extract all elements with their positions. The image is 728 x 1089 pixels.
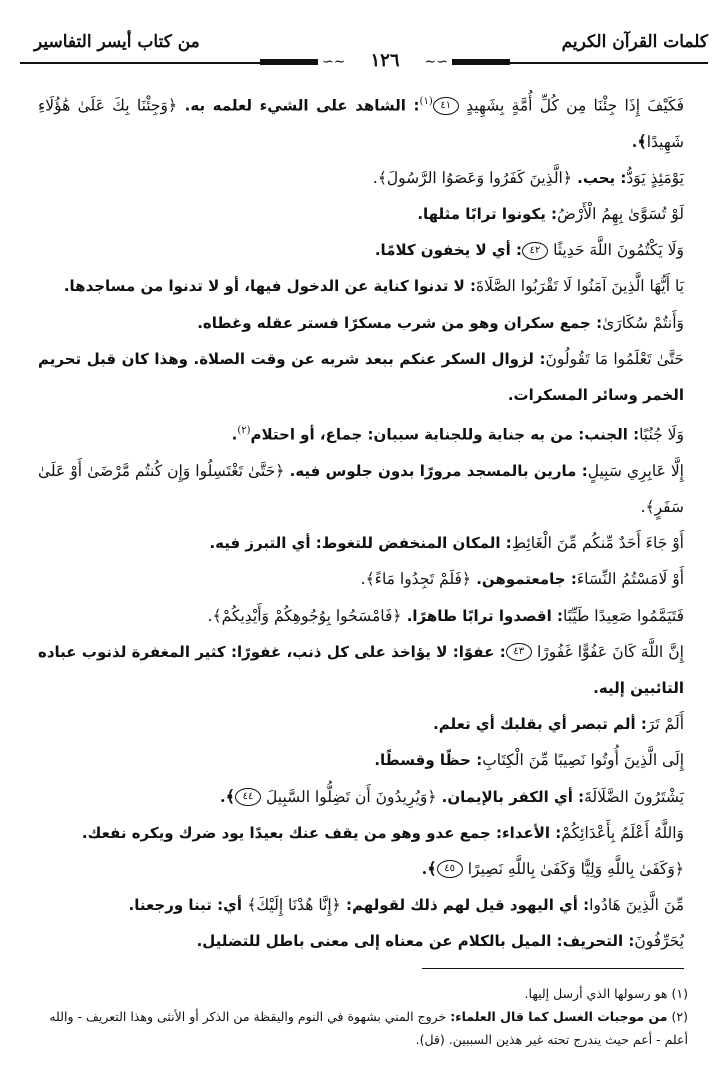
quran-quote: ﴿إِنَّا هُدْنَا إِلَيْكَ﴾ bbox=[247, 896, 341, 915]
entry bbox=[38, 232, 684, 268]
quran-quote: ﴿وَجِئْنَا بِكَ عَلَىٰ هَٰؤُلَاءِ شَهِيدًا bbox=[38, 96, 684, 151]
entry bbox=[38, 923, 684, 959]
ayah-number: ٤١ bbox=[433, 97, 459, 115]
footnote-text: خروج المني بشهوة في النوم واليقظة من الذكر أو الأنثى وهذا التعريف - والله أعلم - أعم حيث يندرج تحته غير هذين السببين. (قل). bbox=[49, 1009, 688, 1047]
explanation: : لزوال السكر عنكم ببعد شربه عن وقت الصلاة. وهذا كان قبل تحريم الخمر وسائر المسكرات. bbox=[38, 349, 684, 404]
footnote-mark: (١) bbox=[671, 986, 688, 1001]
quran-phrase: يُحَرِّفُونَ bbox=[634, 932, 684, 951]
entry bbox=[38, 305, 684, 341]
ayah-number: ٤٣ bbox=[506, 643, 532, 661]
quran-phrase: وَأَنتُمْ سُكَارَىٰ bbox=[602, 313, 684, 332]
explanation: : الجنب: من به جنابة وللجنابة سببان: جماع، أو احتلام bbox=[250, 425, 640, 444]
entry bbox=[38, 598, 684, 634]
explanation: : حظًا وقسطًا. bbox=[374, 751, 483, 770]
quran-phrase: فَكَيْفَ إِذَا جِئْنَا مِن كُلِّ أُمَّةٍ بِشَهِيدٍ bbox=[466, 96, 684, 115]
entry bbox=[38, 561, 684, 597]
quran-phrase: أَلَمْ تَرَ bbox=[646, 715, 684, 734]
explanation: : الأعداء: جمع عدو وهو من يقف عنك بعيدًا يود ضرك ويكره نفعك. bbox=[81, 823, 562, 842]
entry bbox=[38, 453, 684, 525]
footnotes bbox=[34, 982, 688, 1051]
source-title: من كتاب أيسر التفاسير bbox=[34, 32, 200, 52]
quran-phrase: لَوْ تُسَوَّىٰ بِهِمُ الْأَرْضُ bbox=[557, 204, 684, 223]
quran-phrase: وَلَا جُنُبًا bbox=[639, 425, 684, 444]
footnote bbox=[34, 1005, 688, 1051]
quran-quote: ﴿وَكَفَىٰ بِاللَّهِ وَلِيًّا وَكَفَىٰ بِاللَّهِ نَصِيرًا bbox=[467, 859, 684, 878]
ayah-number: ٤٥ bbox=[437, 860, 463, 878]
quote-close: ﴾. bbox=[220, 786, 235, 806]
quran-phrase: إِنَّ اللَّهَ كَانَ عَفُوًّا غَفُورًا bbox=[536, 642, 684, 661]
quran-phrase: وَاللَّهُ أَعْلَمُ بِأَعْدَائِكُمْ bbox=[561, 823, 684, 842]
explanation-tail: أي: تبنا ورجعنا. bbox=[128, 896, 248, 915]
explanation: : أي الكفر بالإيمان. bbox=[436, 787, 585, 806]
entry bbox=[38, 706, 684, 742]
entry bbox=[38, 634, 684, 706]
quran-phrase: إِلَى الَّذِينَ أُوتُوا نَصِيبًا مِّنَ الْكِتَابِ bbox=[482, 751, 684, 770]
entry bbox=[38, 742, 684, 778]
footnote-marker: (٢) bbox=[237, 425, 251, 437]
explanation: : أي اليهود قيل لهم ذلك لقولهم: bbox=[340, 896, 590, 915]
explanation: : جمع سكران وهو من شرب مسكرًا فستر عقله وغطاه. bbox=[197, 313, 603, 332]
quran-quote: ﴿فَامْسَحُوا بِوُجُوهِكُمْ وَأَيْدِيكُمْ﴾. bbox=[207, 606, 402, 625]
explanation: : المكان المنخفض للتغوط: أي التبرز فيه. bbox=[209, 534, 512, 553]
explanation: : أي لا يخفون كلامًا. bbox=[374, 241, 522, 260]
entry bbox=[38, 525, 684, 561]
quran-phrase: أَوْ جَاءَ أَحَدٌ مِّنكُم مِّنَ الْغَائِطِ bbox=[511, 534, 684, 553]
entry bbox=[38, 160, 684, 196]
quran-quote: ﴿حَتَّىٰ تَغْتَسِلُوا وَإِن كُنتُم مَّرْضَىٰ أَوْ عَلَىٰ سَفَرٍ﴾. bbox=[38, 461, 684, 516]
entry bbox=[38, 341, 684, 413]
footnote-bold: من موجبات الغسل كما قال العلماء: bbox=[450, 1009, 668, 1024]
explanation: : الشاهد على الشيء لعلمه به. bbox=[177, 96, 420, 115]
ornament-bar-left bbox=[260, 59, 318, 65]
entry bbox=[38, 815, 684, 851]
book-title: كلمات القرآن الكريم bbox=[561, 32, 708, 52]
entry bbox=[38, 84, 684, 160]
entry bbox=[38, 887, 684, 923]
explanation: : التحريف: الميل بالكلام عن معناه إلى معنى باطل للتضليل. bbox=[196, 932, 635, 951]
quran-phrase: إِلَّا عَابِرِي سَبِيلٍ bbox=[587, 461, 684, 480]
footnote bbox=[34, 982, 688, 1005]
quran-quote: ﴿فَلَمْ تَجِدُوا مَاءً﴾. bbox=[360, 570, 472, 589]
quran-quote: ﴿الَّذِينَ كَفَرُوا وَعَصَوُا الرَّسُولَ﴾. bbox=[372, 168, 572, 187]
entry bbox=[38, 413, 684, 453]
quran-phrase: يَوْمَئِذٍ يَوَدُّ bbox=[626, 168, 684, 187]
entry bbox=[38, 196, 684, 232]
quote-close: ﴾. bbox=[421, 858, 437, 878]
explanation: : مارين بالمسجد مرورًا بدون جلوس فيه. bbox=[284, 461, 588, 480]
quran-phrase: حَتَّىٰ تَعْلَمُوا مَا تَقُولُونَ bbox=[545, 349, 684, 368]
footnote-marker: (١) bbox=[419, 96, 433, 107]
explanation: : عفوًا: لا يؤاخذ على كل ذنب، غفورًا: كثير المغفرة لذنوب عباده التائبين إليه. bbox=[38, 642, 684, 697]
explanation-tail: . bbox=[231, 425, 238, 444]
entry bbox=[38, 268, 684, 304]
ornament-bar-right bbox=[452, 59, 510, 65]
main-text bbox=[38, 84, 684, 960]
footnote-text: هو رسولها الذي أرسل إليها. bbox=[524, 986, 668, 1001]
page-header bbox=[20, 30, 708, 70]
explanation: : اقصدوا ترابًا طاهرًا. bbox=[401, 606, 563, 625]
quran-phrase: وَلَا يَكْتُمُونَ اللَّهَ حَدِيثًا bbox=[553, 241, 684, 260]
quran-phrase: فَتَيَمَّمُوا صَعِيدًا طَيِّبًا bbox=[562, 606, 684, 625]
ornament-swirl-right-icon: ∼∽ bbox=[424, 54, 448, 70]
footnote-rule bbox=[422, 968, 684, 969]
quran-phrase: يَشْتَرُونَ الضَّلَالَةَ bbox=[584, 787, 684, 806]
footnote-mark: (٢) bbox=[671, 1009, 688, 1024]
ayah-number: ٤٢ bbox=[522, 242, 548, 260]
quote-close: ﴾. bbox=[631, 131, 647, 151]
explanation: : يكونوا ترابًا مثلها. bbox=[417, 204, 558, 223]
explanation: : يحب. bbox=[571, 168, 627, 187]
explanation: : جامعتموهن. bbox=[471, 570, 577, 589]
quran-phrase: مِّنَ الَّذِينَ هَادُوا bbox=[589, 896, 684, 915]
explanation: : ألم تبصر أي بقلبك أي تعلم. bbox=[433, 715, 647, 734]
entry bbox=[38, 851, 684, 887]
entry bbox=[38, 779, 684, 815]
ayah-number: ٤٤ bbox=[235, 788, 261, 806]
ornament-swirl-left-icon: ∽∼ bbox=[322, 54, 346, 70]
quran-phrase: أَوْ لَامَسْتُمُ النِّسَاءَ bbox=[576, 570, 684, 589]
quran-phrase: يَا أَيُّهَا الَّذِينَ آمَنُوا لَا تَقْرَبُوا الصَّلَاةَ bbox=[476, 277, 684, 296]
header-ornament bbox=[260, 52, 510, 74]
page-number: ١٢٦ bbox=[364, 50, 405, 71]
quran-quote: ﴿وَيُرِيدُونَ أَن تَضِلُّوا السَّبِيلَ bbox=[266, 787, 437, 806]
explanation: : لا تدنوا كناية عن الدخول فيها، أو لا تدنوا من مساجدها. bbox=[63, 277, 477, 296]
